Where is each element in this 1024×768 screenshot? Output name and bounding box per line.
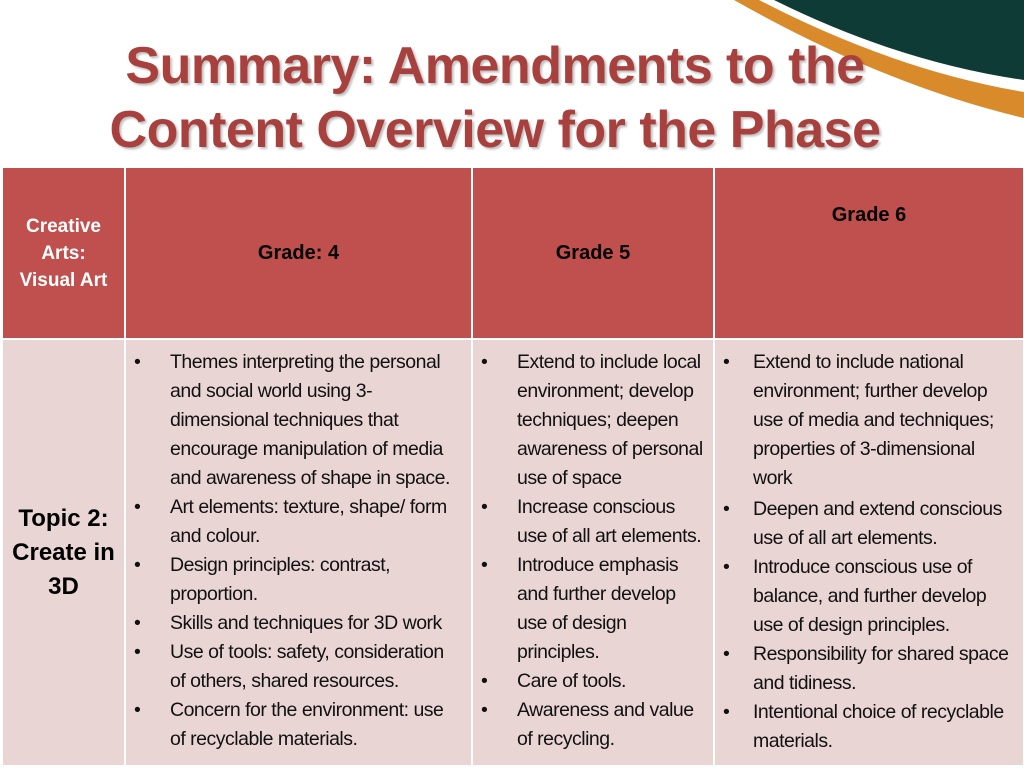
slide-title	[0, 34, 990, 162]
bullet-marker: •	[481, 351, 488, 373]
bullet-marker: •	[134, 496, 141, 518]
topic-line-3: 3D	[48, 572, 79, 600]
list-item: • Themes interpreting the personal and social world using 3-dimensional techniques that encourage manipulation of media and awareness of shape in space.	[126, 348, 463, 493]
grade-5-header: Grade 5	[472, 167, 714, 339]
slide-title-line-1: Summary: Amendments to the	[125, 37, 865, 95]
content-table	[1, 166, 1024, 767]
bullet-marker: •	[134, 699, 141, 721]
grade-6-header: Grade 6	[714, 167, 1024, 339]
list-item: • Introduce emphasis and further develop use of design principles.	[473, 551, 705, 667]
grade-4-content-cell	[125, 339, 472, 766]
topic-line-1: Topic 2:	[18, 504, 109, 532]
subject-line-3: Visual Art	[19, 269, 108, 291]
bullet-marker: •	[723, 643, 730, 665]
topic-cell	[2, 339, 125, 766]
list-item: • Design principles: contrast, proportion.	[126, 551, 463, 609]
slide-title-line-2: Content Overview for the Phase	[109, 101, 881, 159]
list-item: • Art elements: texture, shape/ form and colour.	[126, 493, 463, 551]
grade-6-list	[715, 340, 1023, 756]
bullet-marker: •	[481, 670, 488, 692]
subject-header-cell	[2, 167, 125, 339]
bullet-marker: •	[723, 701, 730, 723]
bullet-marker: •	[723, 556, 730, 578]
grade-4-list	[126, 340, 471, 754]
list-item: • Deepen and extend conscious use of all art elements.	[715, 495, 1015, 553]
list-item: • Introduce conscious use of balance, and further develop use of design principles.	[715, 553, 1015, 640]
list-item: • Intentional choice of recyclable materials.	[715, 698, 1015, 756]
subject-line-1: Creative	[26, 215, 101, 237]
subject-line-2: Arts:	[41, 242, 86, 264]
list-item: • Care of tools.	[473, 667, 705, 696]
list-item: • Use of tools: safety, consideration of others, shared resources.	[126, 638, 463, 696]
grade-4-header: Grade: 4	[125, 167, 472, 339]
bullet-marker: •	[134, 641, 141, 663]
list-item: • Extend to include local environment; develop techniques; deepen awareness of personal use of space	[473, 348, 705, 493]
grade-6-content-cell	[714, 339, 1024, 766]
list-item: • Awareness and value of recycling.	[473, 696, 705, 754]
bullet-marker: •	[481, 554, 488, 576]
list-item: • Extend to include national environment; further develop use of media and techniques; properties of 3-dimensional work	[715, 348, 1015, 493]
list-item: • Skills and techniques for 3D work	[126, 609, 463, 638]
topic-line-2: Create in	[12, 538, 115, 566]
topic-row	[2, 339, 1024, 766]
list-item: • Concern for the environment: use of recyclable materials.	[126, 696, 463, 754]
list-item: • Increase conscious use of all art elements.	[473, 493, 705, 551]
bullet-marker: •	[134, 612, 141, 634]
bullet-marker: •	[723, 351, 730, 373]
bullet-marker: •	[134, 554, 141, 576]
grade-5-content-cell	[472, 339, 714, 766]
bullet-marker: •	[723, 498, 730, 520]
bullet-marker: •	[481, 496, 488, 518]
list-item: • Responsibility for shared space and tidiness.	[715, 640, 1015, 698]
bullet-marker: •	[481, 699, 488, 721]
grade-5-list	[473, 340, 713, 754]
bullet-marker: •	[134, 351, 141, 373]
header-row	[2, 167, 1024, 339]
